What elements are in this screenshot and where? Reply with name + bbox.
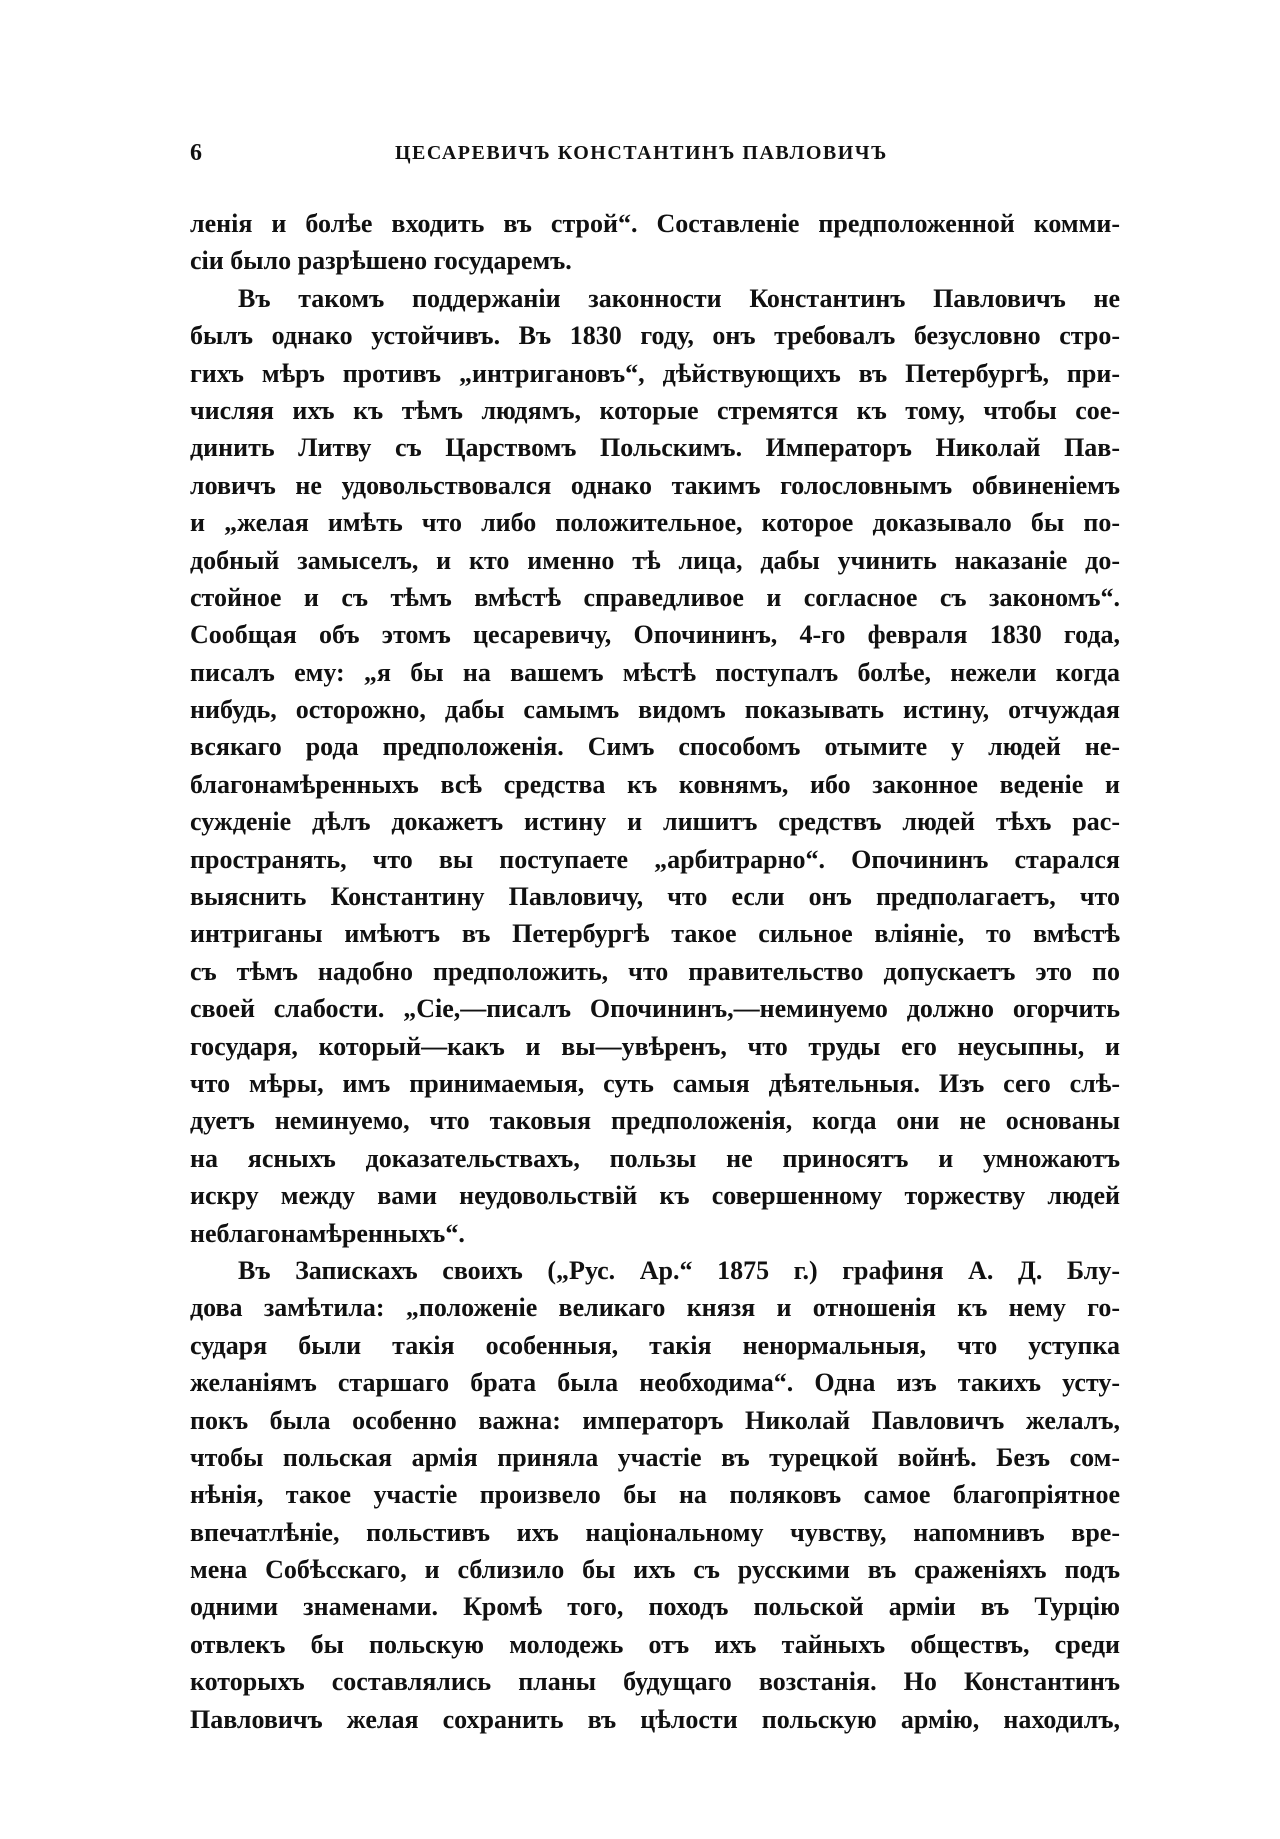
- text-line: желаніямъ старшаго брата была необходима“. Одна изъ такихъ усту-: [190, 1368, 1120, 1398]
- text-line: что мѣры, имъ принимаемыя, суть самыя дѣятельныя. Изъ сего слѣ-: [190, 1068, 1120, 1098]
- text-line: Въ Запискахъ своихъ („Рус. Ар.“ 1875 г.) графиня А. Д. Блу-: [238, 1255, 1120, 1285]
- text-line: гихъ мѣръ противъ „интригановъ“, дѣйствующихъ въ Петербургѣ, при-: [190, 358, 1120, 388]
- text-line: одними знаменами. Кромѣ того, походъ польской арміи въ Турцію: [190, 1592, 1120, 1622]
- text-line: и „желая имѣть что либо положительное, которое доказывало бы по-: [190, 508, 1120, 538]
- text-line: сударя были такія особенныя, такія ненормальныя, что уступка: [190, 1330, 1120, 1360]
- text-line: Павловичъ желая сохранить въ цѣлости польскую армію, находилъ,: [190, 1704, 1120, 1734]
- text-line: съ тѣмъ надобно предположить, что правительство допускаетъ это по: [190, 956, 1120, 986]
- text-line: Сообщая объ этомъ цесаревичу, Опочининъ, 4-го февраля 1830 года,: [190, 620, 1120, 650]
- text-line: впечатлѣніе, польстивъ ихъ національному чувству, напомнивъ вре-: [190, 1517, 1120, 1547]
- text-line: сіи было разрѣшено государемъ.: [190, 246, 572, 276]
- text-line: сужденіе дѣлъ докажетъ истину и лишитъ средствъ людей тѣхъ рас-: [190, 807, 1120, 837]
- text-line: выяснить Константину Павловичу, что если онъ предполагаетъ, что: [190, 882, 1120, 912]
- text-line: отвлекъ бы польскую молодежь отъ ихъ тайныхъ обществъ, среди: [190, 1629, 1120, 1659]
- text-line: Въ такомъ поддержаніи законности Константинъ Павловичъ не: [238, 283, 1120, 313]
- text-line: числяя ихъ къ тѣмъ людямъ, которые стремятся къ тому, чтобы сое-: [190, 395, 1120, 425]
- running-title: ЦЕСАРЕВИЧЪ КОНСТАНТИНЪ ПАВЛОВИЧЪ: [395, 142, 888, 164]
- text-line: покъ была особенно важна: императоръ Николай Павловичъ желалъ,: [190, 1405, 1120, 1435]
- text-line: на ясныхъ доказательствахъ, пользы не приносятъ и умножаютъ: [190, 1143, 1120, 1173]
- text-line: былъ однако устойчивъ. Въ 1830 году, онъ требовалъ безусловно стро-: [190, 321, 1120, 351]
- text-line: стойное и съ тѣмъ вмѣстѣ справедливое и согласное съ закономъ“.: [190, 582, 1120, 612]
- text-line: добный замыселъ, и кто именно тѣ лица, дабы учинить наказаніе до-: [190, 545, 1120, 575]
- text-line: чтобы польская армія приняла участіе въ турецкой войнѣ. Безъ сом-: [190, 1442, 1120, 1472]
- text-line: благонамѣренныхъ всѣ средства къ ковнямъ, ибо законное веденіе и: [190, 769, 1120, 799]
- text-line: нѣнія, такое участіе произвело бы на поляковъ самое благопріятное: [190, 1480, 1120, 1510]
- text-line: дуетъ неминуемо, что таковыя предположенія, когда они не основаны: [190, 1106, 1120, 1136]
- page-header: [190, 140, 1120, 176]
- text-line: ленія и болѣе входить въ строй“. Составленіе предположенной комми-: [190, 209, 1120, 238]
- text-line: неблагонамѣренныхъ“.: [190, 1218, 465, 1248]
- text-line: дова замѣтила: „положеніе великаго князя и отношенія къ нему го-: [190, 1293, 1120, 1323]
- text-line: пространять, что вы поступаете „арбитрарно“. Опочининъ старался: [190, 844, 1120, 874]
- text-line: писалъ ему: „я бы на вашемъ мѣстѣ поступалъ болѣе, нежели когда: [190, 657, 1120, 687]
- text-line: интриганы имѣютъ въ Петербургѣ такое сильное вліяніе, то вмѣстѣ: [190, 919, 1120, 949]
- body-text: [190, 205, 1120, 1738]
- text-line: динить Литву съ Царствомъ Польскимъ. Императоръ Николай Пав-: [190, 433, 1120, 463]
- text-line: государя, который—какъ и вы—увѣренъ, что труды его неусыпны, и: [190, 1031, 1120, 1061]
- text-line: искру между вами неудовольствій къ совершенному торжеству людей: [190, 1181, 1120, 1211]
- page-number: 6: [190, 140, 202, 166]
- text-line: всякаго рода предположенія. Симъ способомъ отымите у людей не-: [190, 732, 1120, 762]
- text-line: своей слабости. „Сіе,—писалъ Опочининъ,—неминуемо должно огорчить: [190, 994, 1120, 1024]
- text-line: мена Собѣсскаго, и сблизило бы ихъ съ русскими въ сраженіяхъ подъ: [190, 1555, 1120, 1585]
- text-line: нибудь, осторожно, дабы самымъ видомъ показывать истину, отчуждая: [190, 695, 1120, 725]
- text-line: которыхъ составлялись планы будущаго возстанія. Но Константинъ: [190, 1667, 1120, 1697]
- text-line: ловичъ не удовольствовался однако такимъ голословнымъ обвиненіемъ: [190, 470, 1120, 500]
